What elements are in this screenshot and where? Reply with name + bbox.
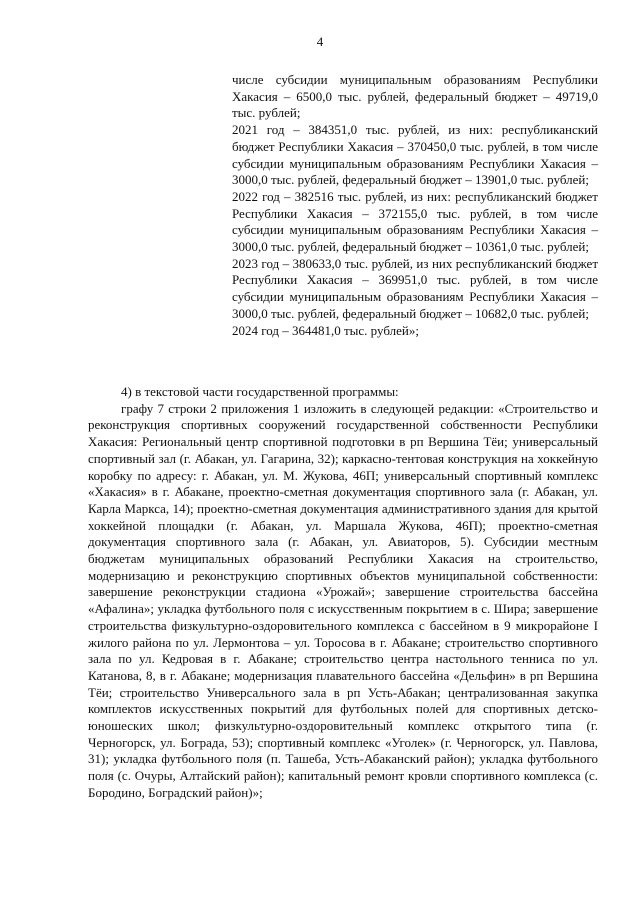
funding-paragraph-2021: 2021 год – 384351,0 тыс. рублей, из них: республиканский бюджет Республики Хакасия – 370450,0 тыс. рублей, в том числе субсидии муниципальным образованиям Республики Хакасия – 3000,0 тыс. рублей, федеральный бюджет – 13901,0 тыс. рублей; <box>232 122 598 188</box>
funding-paragraph-2023: 2023 год – 380633,0 тыс. рублей, из них республиканский бюджет Республики Хакасия – 369951,0 тыс. рублей, в том числе субсидии муниципальным образованиям Республики Хакасия – 3000,0 тыс. рублей, федеральный бюджет – 10682,0 тыс. рублей; <box>232 255 598 321</box>
funding-paragraph-2024: 2024 год – 364481,0 тыс. рублей»; <box>232 322 419 338</box>
funding-paragraph-2022: 2022 год – 382516 тыс. рублей, из них: республиканский бюджет Республики Хакасия – 372155,0 тыс. рублей, в том числе субсидии муниципальным образованиям Республики Хакасия – 3000,0 тыс. рублей, федеральный бюджет – 10361,0 тыс. рублей; <box>232 188 598 255</box>
funding-list <box>232 72 598 339</box>
funding-paragraph-2020-tail: числе субсидии муниципальным образованиям Республики Хакасия – 6500,0 тыс. рублей, федеральный бюджет – 49719,0 тыс. рублей; <box>232 72 598 121</box>
item-4-body: графу 7 строки 2 приложения 1 изложить в следующей редакции: «Строительство и реконструкция спортивных сооружений государственной собственности Республики Хакасия: Региональный центр спортивной подготовки в рп Вершина Тёи; универсальный спортивный зал (г. Абакан, ул. Гагарина, 32); каркасно-тентовая конструкция на хоккейную коробку по адресу: г. Абакан, ул. М. Жукова, 46П; универсальный спортивный комплекс «Хакасия» в г. Абакане, проектно-сметная документация спортивного зала (г. Абакан, ул. Карла Маркса, 14); проектно-сметная документация административного здания для крытой хоккейной площадки (г. Абакан, ул. Маршала Жукова, 46П); проектно-сметная документация спортивного зала (г. Абакан, ул. Авиаторов, 5). Субсидии местным бюджетам муниципальных образований Республики Хакасия на строительство, модернизацию и реконструкцию спортивных объектов муниципальной собственности: завершение реконструкции стадиона «Урожай»; завершение строительства бассейна «Афалина»; укладка футбольного поля с искусственным покрытием в с. Шира; завершение строительства физкультурно-оздоровительного комплекса с бассейном в 9 микрорайоне I жилого района по ул. Лермонтова – ул. Торосова в г. Абакане; строительство спортивного зала по ул. Кедровая в г. Абакане; строительство центра настольного тенниса по ул. Катанова, 8, в г. Абакане; модернизация плавательного бассейна «Дельфин» в рп Вершина Тёи; строительство Универсального зала в рп Усть-Абакан; централизованная закупка комплектов искусственных покрытий для футбольных полей для спортивных детско-юношеских школ; физкультурно-оздоровительный комплекс открытого типа (г. Черногорск, ул. Бограда, 53); спортивный комплекс «Уголек» (г. Черногорск, ул. Павлова, 31); укладка футбольного поля (п. Ташеба, Усть-Абаканский район); укладка футбольного поля (с. Очуры, Алтайский район); капитальный ремонт кровли спортивного комплекса (с. Бородино, Боградский район)»; <box>88 400 598 800</box>
item-4-section <box>88 384 598 802</box>
page-number: 4 <box>316 34 324 49</box>
item-4-heading: 4) в текстовой части государственной программы: <box>121 384 399 399</box>
